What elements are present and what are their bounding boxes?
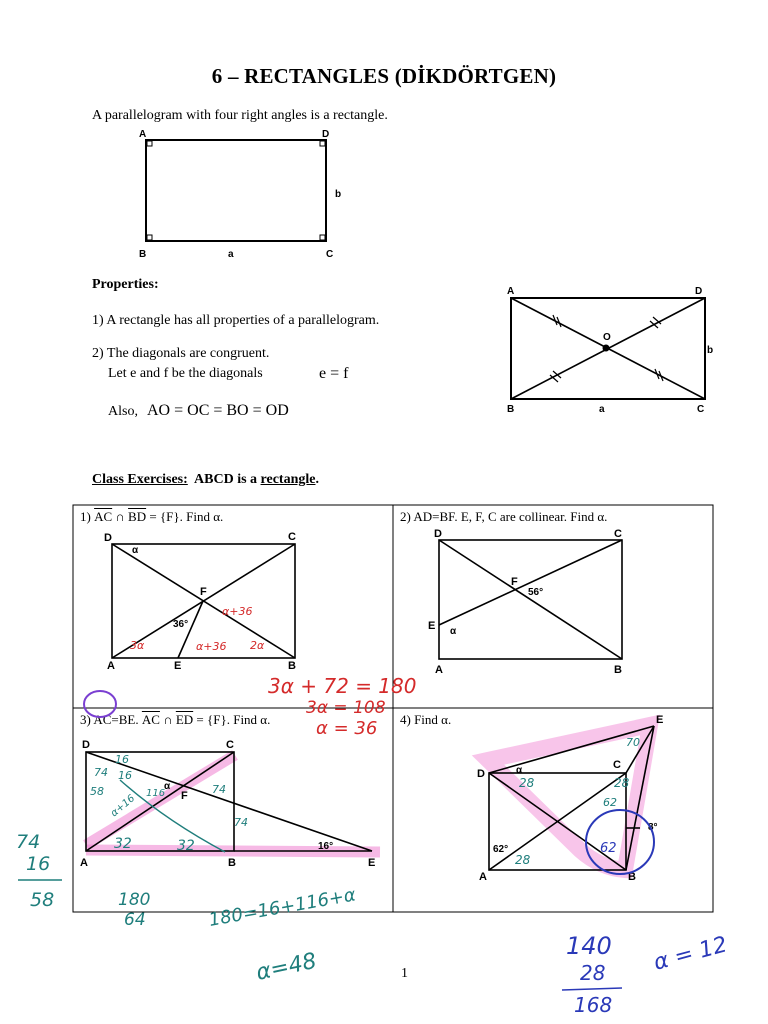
definition-text: A parallelogram with four right angles is a rectangle. — [92, 108, 388, 123]
blue-answer: α = 12 — [651, 932, 730, 976]
q3-angle-16: 16° — [318, 841, 334, 852]
q1-set: = {F}. Find α. — [149, 509, 224, 524]
teal-left-1: 74 — [16, 831, 41, 853]
blue-work-3: 168 — [574, 993, 613, 1017]
vertex-label-d: D — [322, 129, 330, 140]
q4-label-d: D — [477, 768, 485, 780]
vertex-label-b: B — [139, 249, 147, 260]
blue-fig4-1: 62 — [600, 841, 617, 856]
blue-work-2: 28 — [580, 961, 606, 985]
vertex-label-d: D — [695, 286, 703, 297]
q2-angle-56: 56° — [528, 587, 544, 598]
teal-equation-1: 180=16+116+α — [207, 884, 358, 931]
q2-label-a: A — [435, 664, 443, 676]
q1-label-e: E — [174, 660, 182, 672]
teal-fig3-8: 74 — [234, 816, 248, 829]
q1-label-c: C — [288, 531, 296, 543]
red-note-4: 2α — [250, 639, 265, 652]
q4-label-e: E — [656, 714, 664, 726]
page-title: 6 – RECTANGLES (DİKDÖRTGEN) — [211, 64, 557, 88]
q4-angle-62: 62° — [493, 844, 509, 855]
q3-label-e: E — [368, 857, 376, 869]
teal-fig3-2: 74 — [94, 766, 108, 779]
q3-prefix: 3) AC=BE. — [80, 712, 139, 727]
q3-label-c: C — [226, 739, 234, 751]
red-equation-1: 3α + 72 = 180 — [268, 674, 417, 698]
q1-label-a: A — [107, 660, 115, 672]
q2-label-f: F — [511, 576, 518, 588]
teal-fig3-4: 58 — [90, 785, 104, 798]
q3-segment-ac: $\overline{AC}$ — [141, 712, 160, 727]
teal-equation-2: α=48 — [254, 948, 319, 986]
q2-diagonal — [439, 540, 622, 659]
equal-segments-formula: AO = OC = BO = OD — [147, 402, 289, 419]
vertex-label-c: C — [697, 404, 705, 415]
q1-number: 1) — [80, 509, 91, 524]
red-note-1: α+36 — [222, 605, 253, 618]
q3-intersect: ∩ — [163, 712, 173, 727]
q2-label-c: C — [614, 528, 622, 540]
question-2: 2) AD=BF. E, F, C are collinear. Find α. — [400, 509, 608, 524]
vertex-label-c: C — [326, 249, 334, 260]
q3-set: = {F}. Find α. — [196, 712, 271, 727]
exercises-heading-label: Class Exercises: — [92, 472, 188, 487]
teal-fig4-4: 62 — [603, 796, 617, 809]
vertex-label-a: A — [507, 286, 515, 297]
red-equation-2: 3α = 108 — [306, 698, 386, 718]
q3-label-a: A — [80, 857, 88, 869]
q1-alpha: α — [132, 545, 139, 556]
teal-fig3-9: 32 — [114, 836, 132, 852]
q2-figure — [439, 540, 622, 659]
q1-segment-ac: $\overline{AC}$ — [94, 509, 113, 524]
teal-left-3: 58 — [30, 889, 55, 911]
properties-heading: Properties: — [92, 277, 159, 292]
q4-angle-8: 8° — [648, 822, 658, 833]
q1-segment-bd: $\overline{BD}$ — [128, 509, 147, 524]
teal-mid-1: 180 — [118, 890, 151, 910]
q2-segment-ec — [439, 540, 622, 625]
q1-label-b: B — [288, 660, 296, 672]
property-2-also: Also, — [108, 404, 138, 419]
q2-alpha: α — [450, 626, 457, 637]
side-label-b: b — [335, 189, 342, 200]
circle-mark — [84, 691, 116, 717]
vertex-label-b: B — [507, 404, 515, 415]
exercises-intro-prefix: ABCD is a — [194, 472, 258, 487]
q3-label-b: B — [228, 857, 236, 869]
teal-fig3-5: α+16 — [108, 793, 138, 820]
teal-fig4-2: 28 — [614, 776, 630, 790]
teal-fig4-1: 28 — [519, 776, 535, 790]
q2-label-d: D — [434, 528, 442, 540]
q2-label-e: E — [428, 620, 436, 632]
teal-mid-2: 64 — [124, 910, 146, 930]
vertex-label-a: A — [139, 129, 147, 140]
q1-intersect: ∩ — [115, 509, 125, 524]
q3-segment-ed: $\overline{ED}$ — [175, 712, 194, 727]
side-label-a: a — [599, 404, 605, 415]
q4-label-a: A — [479, 871, 487, 883]
q4-label-c: C — [613, 759, 621, 771]
property-2: 2) The diagonals are congruent. — [92, 346, 270, 361]
diagonal-formula: e = f — [319, 365, 349, 382]
red-equation-3: α = 36 — [316, 718, 378, 739]
q3-label-f: F — [181, 790, 188, 802]
q1-label-f: F — [200, 586, 207, 598]
exercises-intro-word: rectangle — [260, 472, 316, 487]
teal-fig3-10: 32 — [177, 838, 195, 854]
exercises-intro-suffix: . — [315, 472, 319, 487]
q3-alpha: α — [164, 781, 171, 792]
teal-fig4-5: 70 — [626, 736, 640, 749]
q3-diagonal-ac — [86, 752, 234, 851]
teal-fig3-6: 116 — [146, 788, 166, 799]
q1-angle-36: 36° — [173, 619, 189, 630]
property-1: 1) A rectangle has all properties of a parallelogram. — [92, 313, 380, 328]
teal-fig4-3: 28 — [515, 853, 531, 867]
property-2-let: Let e and f be the diagonals — [108, 366, 263, 381]
side-label-b: b — [707, 345, 714, 356]
red-note-2: α+36 — [196, 640, 227, 653]
question-4: 4) Find α. — [400, 712, 452, 727]
teal-fig3-3: 16 — [118, 769, 132, 782]
q2-label-b: B — [614, 664, 622, 676]
side-label-a: a — [228, 249, 234, 260]
center-label-o: O — [603, 332, 611, 343]
q3-highlight — [86, 755, 235, 845]
teal-fig3-7: 74 — [212, 783, 226, 796]
teal-left-2: 16 — [26, 853, 51, 875]
q4-alpha: α — [516, 765, 523, 776]
red-note-3: 3α — [130, 639, 145, 652]
blue-underline — [562, 988, 622, 990]
page-number: 1 — [401, 966, 408, 981]
q1-label-d: D — [104, 532, 112, 544]
q3-label-d: D — [82, 739, 90, 751]
teal-fig3-1: 16 — [115, 753, 129, 766]
blue-work-1: 140 — [566, 932, 612, 960]
q4-label-b: B — [628, 871, 636, 883]
